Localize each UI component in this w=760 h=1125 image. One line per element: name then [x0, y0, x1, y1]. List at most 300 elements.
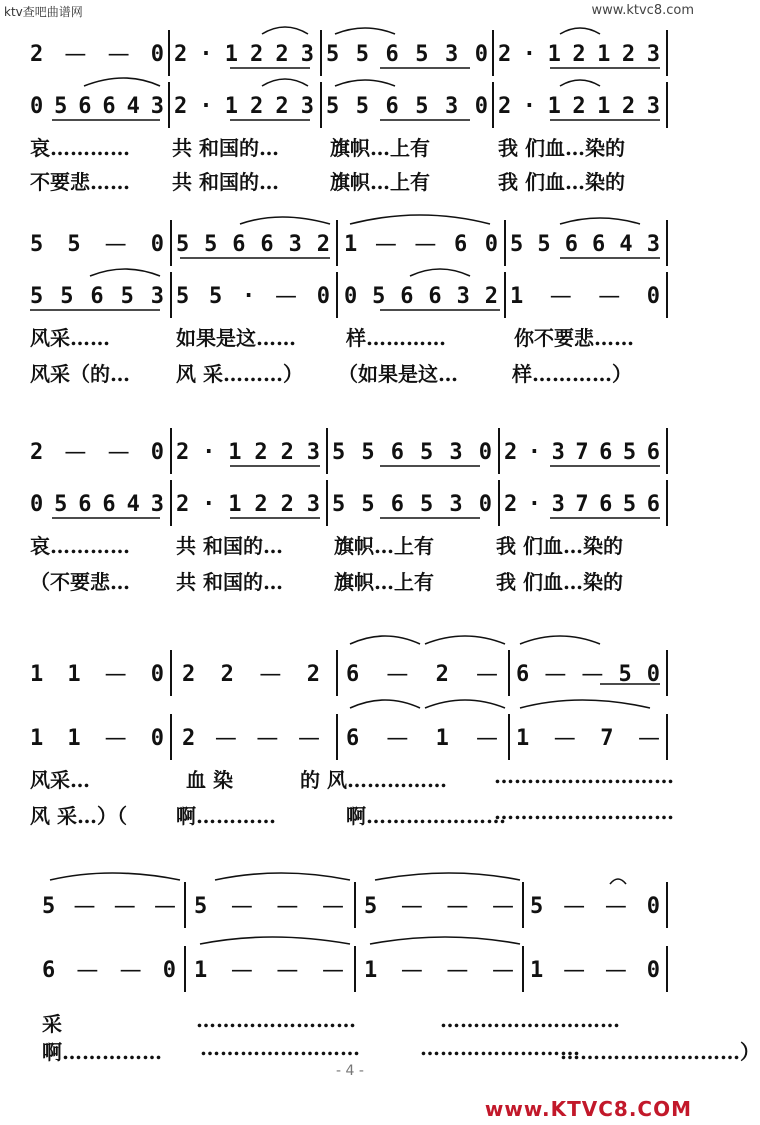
- lyric-segment: 风采……: [30, 326, 110, 350]
- lyric-segment: ……………………: [420, 1036, 580, 1060]
- note: 6: [42, 957, 56, 983]
- augmentation-dot: ·: [199, 93, 213, 119]
- note: 6: [453, 231, 468, 257]
- lyric-segment: 共 和国的…: [176, 534, 283, 558]
- lyric-segment: 你不要悲……: [514, 326, 634, 350]
- note: 2: [504, 439, 518, 465]
- lyric-segment: 血 染: [186, 768, 233, 792]
- note: 1: [597, 93, 611, 119]
- note: 3: [300, 41, 314, 67]
- note: 6: [428, 283, 442, 309]
- note: 6: [400, 283, 414, 309]
- note: 2: [254, 439, 268, 465]
- note: 6: [646, 439, 660, 465]
- note: 5: [420, 491, 434, 517]
- measure: [174, 482, 322, 526]
- sustain-dash: —: [321, 893, 344, 919]
- note: 2: [498, 93, 512, 119]
- note: 2: [572, 93, 586, 119]
- note: 0: [316, 283, 330, 309]
- note: 2: [220, 661, 234, 687]
- sustain-dash: —: [544, 661, 567, 687]
- note: 5: [530, 893, 544, 919]
- sustain-dash: —: [491, 893, 514, 919]
- measure: [528, 884, 662, 928]
- lyric-line: [0, 760, 700, 794]
- note: 0: [150, 231, 164, 257]
- measure: [330, 482, 494, 526]
- note: 5: [537, 231, 551, 257]
- sustain-dash: —: [276, 957, 299, 983]
- note: 6: [599, 439, 613, 465]
- sustain-dash: —: [104, 231, 127, 257]
- note: 3: [449, 491, 463, 517]
- note: 5: [209, 283, 223, 309]
- measure: [502, 430, 662, 474]
- sustain-dash: —: [446, 957, 469, 983]
- measure: [362, 884, 516, 928]
- lyric-line: [0, 796, 700, 830]
- note: 5: [326, 41, 340, 67]
- lyric-line: [0, 1032, 760, 1066]
- measure: [514, 652, 662, 696]
- note: 0: [646, 661, 660, 687]
- measure: [28, 274, 166, 318]
- note: 7: [575, 439, 589, 465]
- measure: [342, 274, 500, 318]
- note: 5: [415, 41, 429, 67]
- note: 6: [390, 491, 404, 517]
- sustain-dash: —: [73, 893, 96, 919]
- measure: [174, 222, 332, 266]
- note: 6: [592, 231, 606, 257]
- note: 5: [364, 893, 378, 919]
- note: 6: [102, 491, 116, 517]
- note: 0: [150, 725, 164, 751]
- lyric-segment: （不要悲…: [30, 570, 130, 594]
- lyric-segment: 风 采………）: [176, 362, 303, 386]
- note: 6: [390, 439, 404, 465]
- note: 2: [250, 41, 264, 67]
- note: 3: [150, 283, 164, 309]
- sustain-dash: —: [154, 893, 176, 919]
- lyric-segment: 风 采…）（: [30, 804, 127, 828]
- note: 1: [67, 725, 81, 751]
- lyric-segment: 哀…………: [30, 534, 130, 558]
- augmentation-dot: ·: [527, 439, 542, 465]
- note: 5: [361, 439, 375, 465]
- lyric-segment: ………………………: [494, 800, 674, 824]
- lyric-segment: 我 们血…染的: [496, 570, 623, 594]
- lyric-segment: 共 和国的…: [172, 136, 279, 160]
- note: 5: [355, 93, 369, 119]
- note: 1: [228, 491, 242, 517]
- note: 5: [332, 439, 346, 465]
- note: 6: [90, 283, 104, 309]
- lyric-segment: 不要悲……: [30, 170, 130, 194]
- lyric-segment: ………………………）: [560, 1040, 760, 1064]
- measure: [528, 948, 662, 992]
- sustain-dash: —: [113, 893, 136, 919]
- note: 6: [260, 231, 274, 257]
- sustain-dash: —: [275, 283, 297, 309]
- note: 4: [619, 231, 633, 257]
- note: 5: [618, 661, 632, 687]
- note: 1: [547, 93, 561, 119]
- sustain-dash: —: [563, 957, 586, 983]
- watermark-bottom-right: www.KTVC8.COM: [484, 1097, 692, 1121]
- augmentation-dot: ·: [202, 439, 216, 465]
- note: 7: [575, 491, 589, 517]
- note: 1: [67, 661, 81, 687]
- note: 2: [316, 231, 330, 257]
- sustain-dash: —: [598, 283, 621, 309]
- measure: [28, 716, 166, 760]
- sustain-dash: —: [64, 439, 87, 465]
- measure: [508, 222, 662, 266]
- note: 3: [646, 231, 660, 257]
- note: 4: [126, 491, 140, 517]
- note: 2: [435, 661, 449, 687]
- note: 2: [498, 41, 512, 67]
- lyric-segment: ………………………: [494, 764, 674, 788]
- sustain-dash: —: [107, 41, 130, 67]
- sustain-dash: —: [563, 893, 586, 919]
- augmentation-dot: ·: [527, 491, 542, 517]
- lyric-segment: 旗帜…上有: [330, 170, 430, 194]
- measure: [28, 652, 166, 696]
- watermark-top-left: ktv查吧曲谱网: [4, 5, 83, 19]
- measure: [330, 430, 494, 474]
- lyric-segment: 我 们血…染的: [498, 136, 625, 160]
- note: 3: [551, 439, 565, 465]
- note: 0: [646, 957, 660, 983]
- lyric-segment: ………………………: [440, 1008, 620, 1032]
- measure: [40, 884, 178, 928]
- measure: [342, 222, 500, 266]
- measure: [180, 716, 322, 760]
- sustain-dash: —: [553, 725, 576, 751]
- jianpu-staff-line: [0, 222, 700, 266]
- note: 6: [78, 491, 92, 517]
- sustain-dash: —: [386, 661, 409, 687]
- jianpu-staff-line: [0, 884, 700, 928]
- note: 2: [250, 93, 264, 119]
- note: 0: [150, 41, 164, 67]
- note: 2: [182, 661, 196, 687]
- lyric-segment: 哀…………: [30, 136, 130, 160]
- lyric-segment: 风采…: [30, 768, 90, 792]
- jianpu-staff-line: [0, 430, 700, 474]
- measure: [508, 274, 662, 318]
- note: 3: [646, 93, 660, 119]
- note: 3: [306, 439, 320, 465]
- sustain-dash: —: [400, 893, 423, 919]
- note: 1: [344, 231, 358, 257]
- jianpu-staff-line: [0, 274, 700, 318]
- sustain-dash: —: [446, 893, 469, 919]
- note: 5: [622, 491, 637, 517]
- lyric-line: [0, 128, 700, 162]
- lyric-segment: 啊…………………: [346, 804, 506, 828]
- lyric-line: [0, 526, 700, 560]
- lyric-segment: 旗帜…上有: [334, 534, 434, 558]
- sustain-dash: —: [76, 957, 99, 983]
- lyric-line: [0, 162, 700, 196]
- note: 6: [346, 661, 360, 687]
- measure: [324, 84, 490, 128]
- jianpu-staff-line: [0, 32, 700, 76]
- measure: [28, 84, 166, 128]
- note: 1: [224, 41, 238, 67]
- note: 5: [204, 231, 218, 257]
- note: 2: [176, 491, 190, 517]
- note: 3: [449, 439, 463, 465]
- sustain-dash: —: [581, 661, 604, 687]
- lyric-segment: 如果是这……: [176, 326, 296, 350]
- note: 5: [30, 283, 44, 309]
- jianpu-staff-line: [0, 948, 700, 992]
- sustain-dash: —: [214, 725, 237, 751]
- lyric-segment: 我 们血…染的: [496, 534, 623, 558]
- note: 3: [150, 93, 164, 119]
- lyric-segment: 样…………）: [512, 362, 632, 386]
- note: 1: [547, 41, 561, 67]
- sustain-dash: —: [104, 661, 127, 687]
- note: 0: [478, 439, 492, 465]
- sustain-dash: —: [638, 725, 660, 751]
- sustain-dash: —: [400, 957, 423, 983]
- note: 3: [646, 41, 660, 67]
- note: 5: [361, 491, 375, 517]
- note: 5: [120, 283, 134, 309]
- lyric-segment: 共 和国的…: [172, 170, 279, 194]
- lyric-segment: 的 风……………: [300, 768, 447, 792]
- note: 2: [306, 661, 320, 687]
- measure: [172, 84, 316, 128]
- note: 6: [232, 231, 246, 257]
- sustain-dash: —: [276, 893, 299, 919]
- measure: [28, 482, 166, 526]
- note: 5: [372, 283, 386, 309]
- sustain-dash: —: [414, 231, 437, 257]
- lyric-segment: ……………………: [196, 1008, 356, 1032]
- note: 2: [176, 439, 190, 465]
- note: 3: [288, 231, 302, 257]
- sustain-dash: —: [374, 231, 397, 257]
- note: 5: [194, 893, 208, 919]
- measure: [496, 32, 662, 76]
- measure: [28, 222, 166, 266]
- lyric-segment: 我 们血…染的: [498, 170, 625, 194]
- note: 5: [326, 93, 340, 119]
- note: 0: [162, 957, 176, 983]
- note: 1: [364, 957, 378, 983]
- note: 1: [435, 725, 449, 751]
- note: 5: [415, 93, 429, 119]
- note: 5: [60, 283, 74, 309]
- sustain-dash: —: [64, 41, 87, 67]
- note: 0: [474, 93, 488, 119]
- note: 0: [30, 491, 44, 517]
- lyric-segment: ……………………: [200, 1036, 360, 1060]
- note: 3: [445, 93, 459, 119]
- note: 1: [194, 957, 208, 983]
- note: 0: [474, 41, 488, 67]
- note: 1: [224, 93, 238, 119]
- jianpu-staff-line: [0, 716, 700, 760]
- note: 5: [332, 491, 346, 517]
- note: 5: [54, 491, 68, 517]
- note: 6: [564, 231, 578, 257]
- note: 0: [478, 491, 492, 517]
- jianpu-staff-line: [0, 84, 700, 128]
- jianpu-staff-line: [0, 482, 700, 526]
- sustain-dash: —: [230, 957, 253, 983]
- measure: [514, 716, 662, 760]
- note: 3: [551, 491, 565, 517]
- measure: [502, 482, 662, 526]
- sustain-dash: —: [475, 725, 498, 751]
- note: 2: [280, 491, 294, 517]
- measure: [174, 274, 332, 318]
- lyric-segment: 旗帜…上有: [334, 570, 434, 594]
- note: 5: [176, 283, 190, 309]
- lyric-segment: 采: [42, 1012, 62, 1036]
- measure: [344, 716, 500, 760]
- measure: [28, 32, 166, 76]
- augmentation-dot: ·: [522, 41, 537, 67]
- note: 6: [385, 93, 399, 119]
- measure: [40, 948, 178, 992]
- measure: [496, 84, 662, 128]
- note: 1: [597, 41, 611, 67]
- note: 6: [346, 725, 360, 751]
- sustain-dash: —: [230, 893, 253, 919]
- sustain-dash: —: [119, 957, 142, 983]
- sustain-dash: —: [297, 725, 320, 751]
- measure: [28, 430, 166, 474]
- measure: [172, 32, 316, 76]
- note: 0: [150, 439, 164, 465]
- sustain-dash: —: [604, 957, 627, 983]
- sustain-dash: —: [321, 957, 344, 983]
- note: 1: [510, 283, 524, 309]
- note: 3: [150, 491, 164, 517]
- measure: [344, 652, 500, 696]
- jianpu-staff-line: [0, 652, 700, 696]
- note: 2: [484, 283, 498, 309]
- note: 4: [126, 93, 140, 119]
- lyric-segment: 样…………: [346, 326, 446, 350]
- sustain-dash: —: [549, 283, 572, 309]
- sustain-dash: —: [104, 725, 127, 751]
- measure: [362, 948, 516, 992]
- note: 5: [176, 231, 190, 257]
- watermark-top-right: www.ktvc8.com: [591, 3, 694, 18]
- augmentation-dot: ·: [202, 491, 216, 517]
- note: 5: [510, 231, 524, 257]
- note: 7: [600, 725, 614, 751]
- augmentation-dot: ·: [242, 283, 256, 309]
- lyric-segment: 啊…………: [176, 804, 276, 828]
- note: 6: [78, 93, 92, 119]
- augmentation-dot: ·: [199, 41, 213, 67]
- note: 2: [254, 491, 268, 517]
- note: 5: [622, 439, 637, 465]
- note: 3: [445, 41, 459, 67]
- note: 5: [42, 893, 56, 919]
- measure: [174, 430, 322, 474]
- lyric-segment: 啊……………: [42, 1040, 162, 1064]
- note: 1: [516, 725, 530, 751]
- note: 2: [621, 41, 636, 67]
- note: 5: [420, 439, 434, 465]
- note: 2: [504, 491, 518, 517]
- note: 0: [344, 283, 358, 309]
- note: 6: [102, 93, 116, 119]
- note: 1: [228, 439, 242, 465]
- sustain-dash: —: [604, 893, 627, 919]
- note: 0: [30, 93, 44, 119]
- note: 2: [280, 439, 294, 465]
- note: 3: [456, 283, 470, 309]
- note: 1: [530, 957, 544, 983]
- lyric-segment: 共 和国的…: [176, 570, 283, 594]
- note: 6: [385, 41, 399, 67]
- note: 2: [572, 41, 586, 67]
- note: 5: [54, 93, 68, 119]
- lyric-segment: 旗帜…上有: [330, 136, 430, 160]
- measure: [192, 948, 346, 992]
- measure: [324, 32, 490, 76]
- sustain-dash: —: [386, 725, 409, 751]
- note: 6: [646, 491, 660, 517]
- measure: [180, 652, 322, 696]
- note: 0: [646, 893, 660, 919]
- lyric-segment: （如果是这…: [338, 362, 458, 386]
- sustain-dash: —: [491, 957, 514, 983]
- page-number: - 4 -: [336, 1063, 364, 1079]
- sustain-dash: —: [475, 661, 498, 687]
- note: 2: [275, 41, 289, 67]
- sustain-dash: —: [256, 725, 279, 751]
- note: 2: [621, 93, 636, 119]
- augmentation-dot: ·: [522, 93, 537, 119]
- note: 2: [182, 725, 196, 751]
- note: 5: [30, 231, 44, 257]
- note: 1: [30, 661, 44, 687]
- note: 5: [355, 41, 369, 67]
- lyric-line: [0, 318, 700, 352]
- note: 0: [646, 283, 660, 309]
- note: 0: [484, 231, 498, 257]
- note: 3: [300, 93, 314, 119]
- note: 6: [599, 491, 613, 517]
- note: 5: [67, 231, 81, 257]
- sustain-dash: —: [107, 439, 130, 465]
- note: 3: [306, 491, 320, 517]
- note: 1: [30, 725, 44, 751]
- note: 2: [275, 93, 289, 119]
- lyric-line: [0, 562, 700, 596]
- note: 2: [30, 439, 44, 465]
- note: 0: [150, 661, 164, 687]
- measure: [192, 884, 346, 928]
- note: 6: [516, 661, 530, 687]
- lyric-segment: 风采（的…: [30, 362, 130, 386]
- note: 2: [174, 93, 188, 119]
